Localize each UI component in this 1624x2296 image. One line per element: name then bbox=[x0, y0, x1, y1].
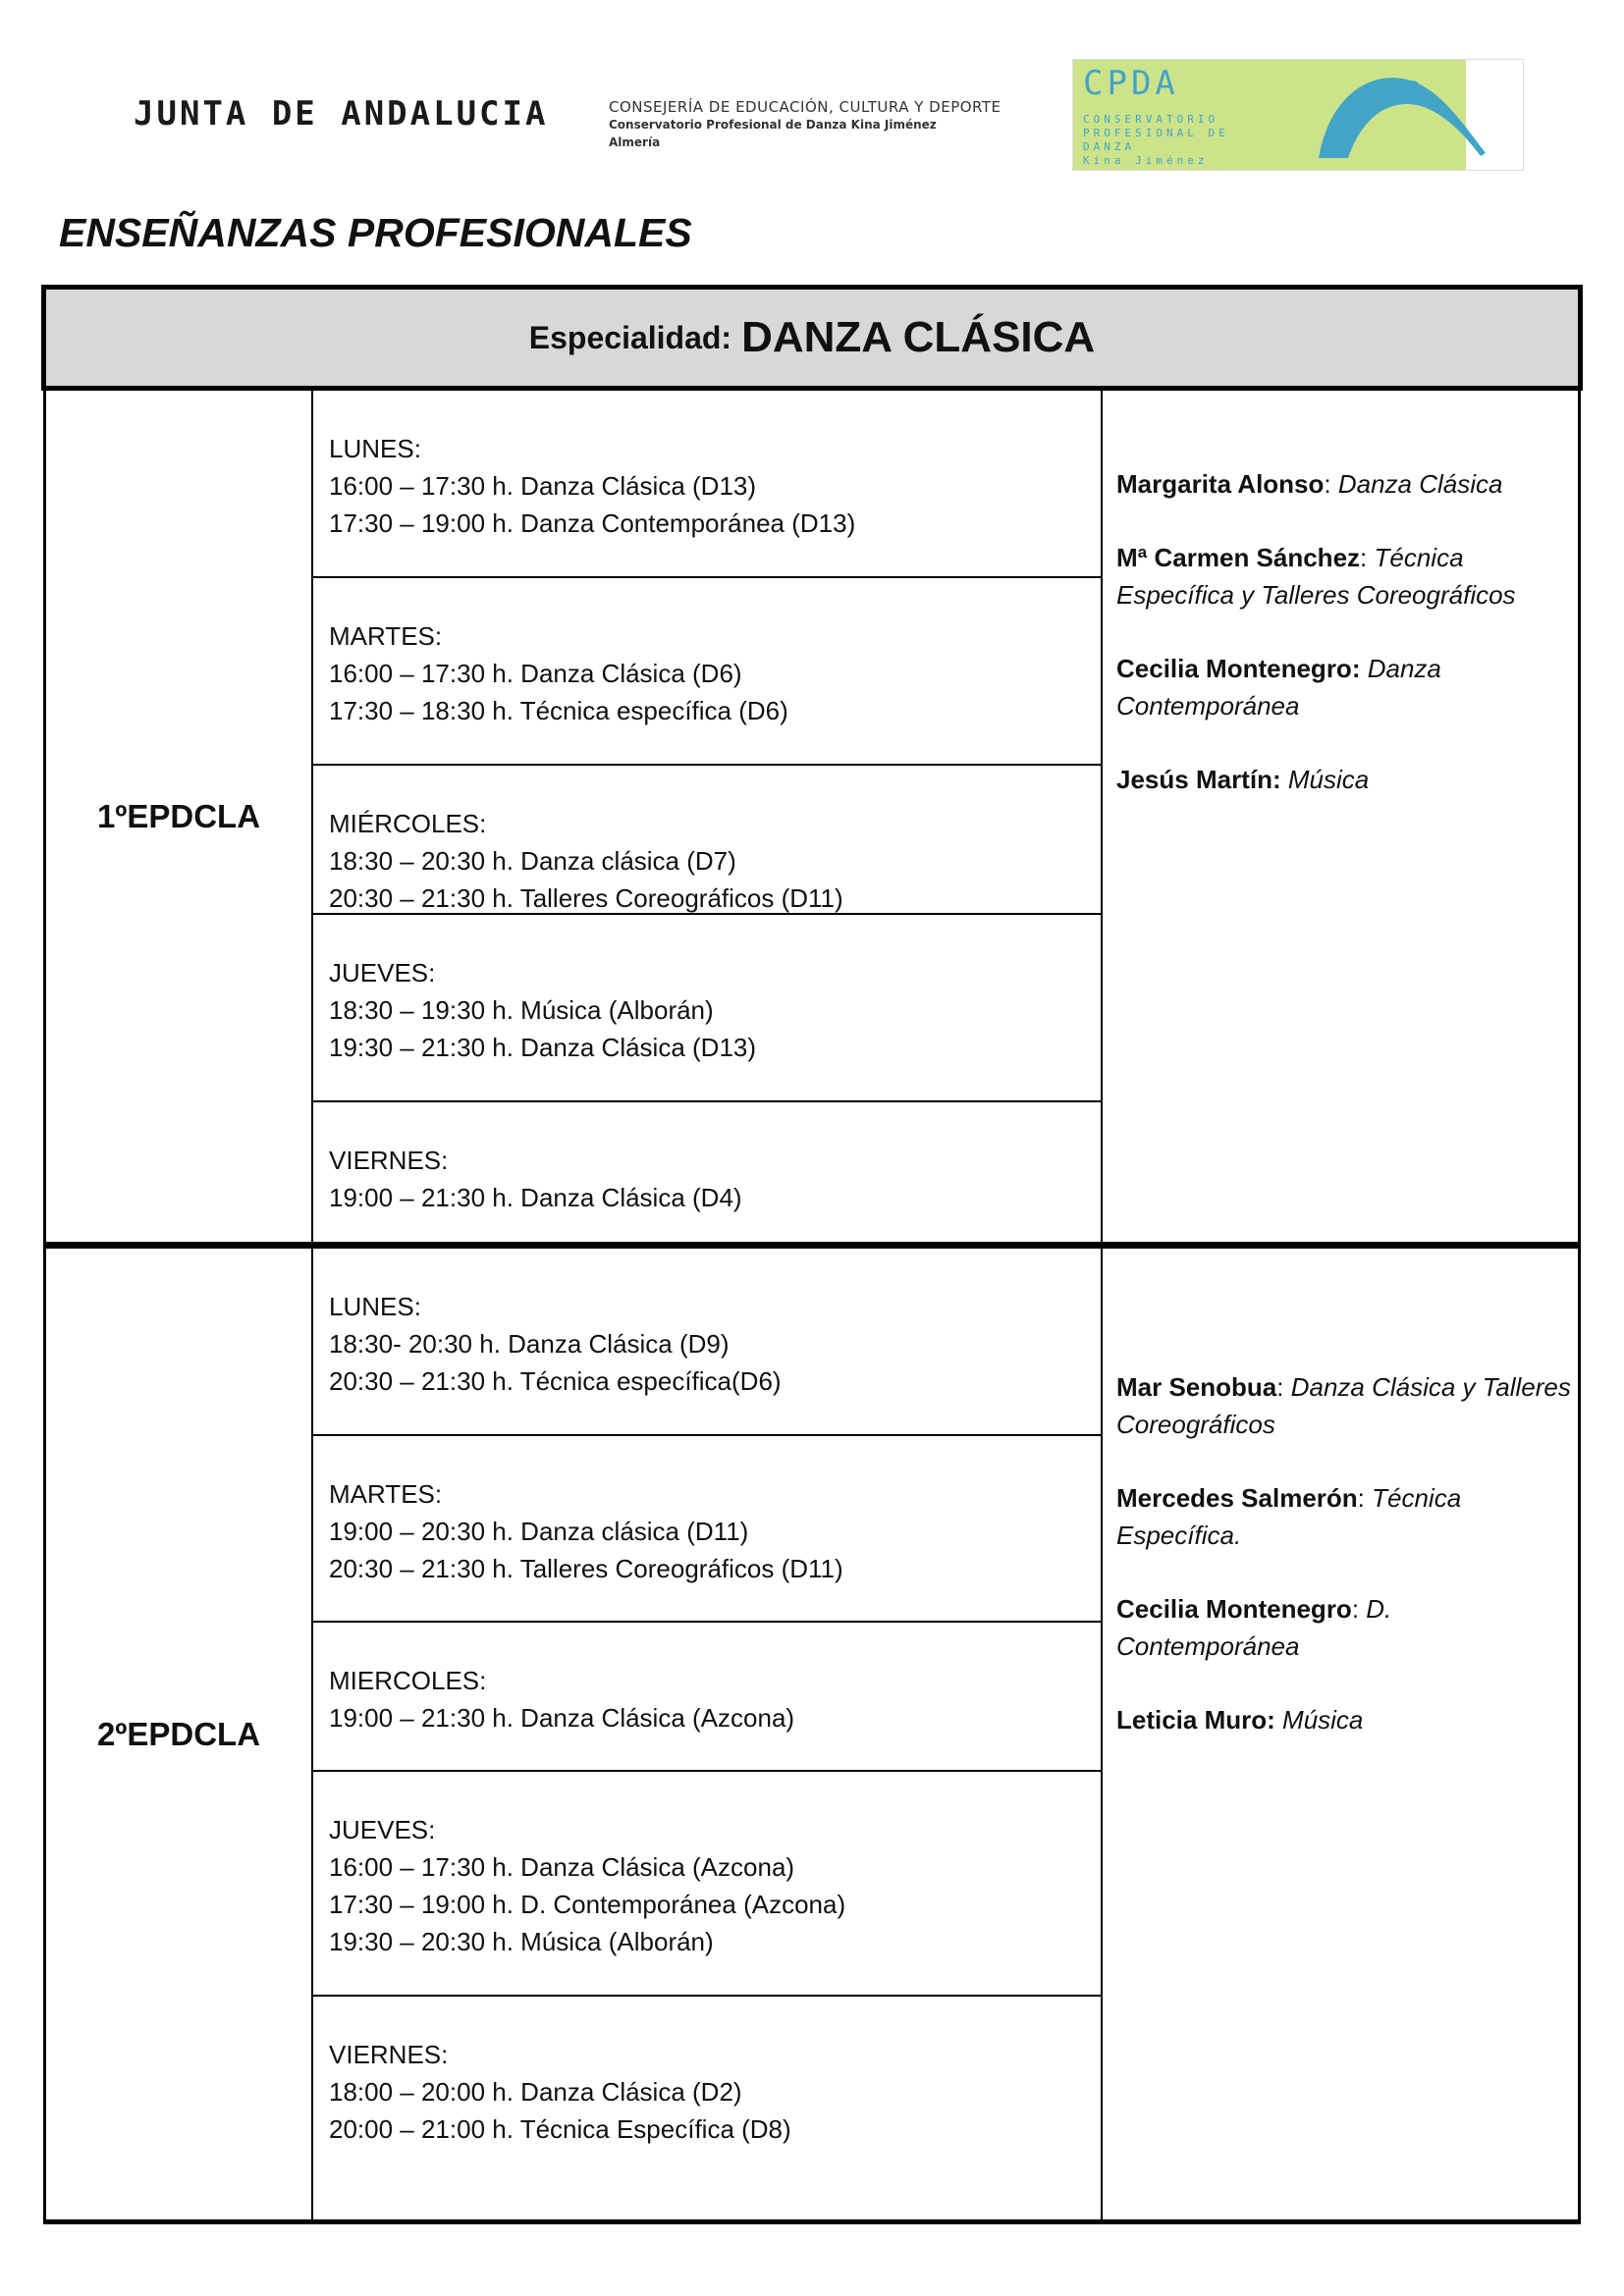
teacher-subject: Técnica Específica. bbox=[1116, 1483, 1462, 1550]
course-name: 2ºEPDCLA bbox=[96, 1715, 261, 1752]
teacher-subject: Técnica Específica y Talleres Coreográficos bbox=[1116, 543, 1516, 610]
time-slot: 20:30 – 21:30 h. Técnica específica(D6) bbox=[329, 1366, 782, 1396]
teacher-entry bbox=[1116, 761, 1578, 798]
teachers-column bbox=[1103, 391, 1578, 1242]
day-block bbox=[313, 578, 1101, 766]
teacher-entry bbox=[1116, 1701, 1578, 1738]
logo-subtitle: CONSERVATORIO PROFESIONAL DE DANZA Kina Jiménez bbox=[1083, 113, 1229, 167]
teacher-name: Mª Carmen Sánchez bbox=[1116, 543, 1361, 572]
day-name: LUNES: bbox=[329, 434, 421, 463]
teacher-separator bbox=[1275, 1705, 1282, 1735]
time-slot: 17:30 – 19:00 h. Danza Contemporánea (D13) bbox=[329, 508, 856, 538]
time-slot: 19:30 – 21:30 h. Danza Clásica (D13) bbox=[329, 1033, 757, 1062]
time-slot: 18:30 – 19:30 h. Música (Alborán) bbox=[329, 995, 714, 1025]
time-slot: 16:00 – 17:30 h. Danza Clásica (D13) bbox=[329, 471, 757, 501]
time-slot: 18:00 – 20:00 h. Danza Clásica (D2) bbox=[329, 2077, 742, 2107]
day-name: MIÉRCOLES: bbox=[329, 809, 487, 838]
course-name-cell bbox=[46, 391, 313, 1242]
teacher-separator: : bbox=[1357, 1483, 1373, 1513]
course-name-cell bbox=[46, 1249, 313, 2219]
schedule-column bbox=[313, 391, 1103, 1242]
consejeria-heading bbox=[609, 98, 1001, 151]
day-name: MIERCOLES: bbox=[329, 1666, 487, 1695]
junta-andalucia-brand: JUNTA DE ANDALUCIA bbox=[134, 94, 549, 133]
teacher-name: Leticia Muro: bbox=[1116, 1705, 1275, 1735]
time-slot: 20:30 – 21:30 h. Talleres Coreográficos (D11) bbox=[329, 883, 843, 913]
teacher-separator bbox=[1281, 765, 1288, 794]
time-slot: 20:30 – 21:30 h. Talleres Coreográficos (D11) bbox=[329, 1554, 843, 1583]
teacher-name: Mercedes Salmerón bbox=[1116, 1483, 1358, 1513]
day-block bbox=[313, 1772, 1101, 1997]
logo-panel-right bbox=[1299, 60, 1466, 170]
day-name: VIERNES: bbox=[329, 1146, 449, 1175]
teacher-subject: Danza Clásica bbox=[1337, 469, 1503, 499]
day-name: MARTES: bbox=[329, 621, 443, 651]
teachers-column bbox=[1103, 1249, 1578, 2219]
time-slot: 20:00 – 21:00 h. Técnica Específica (D8) bbox=[329, 2114, 791, 2144]
day-block bbox=[313, 1436, 1101, 1623]
day-name: JUEVES: bbox=[329, 958, 436, 988]
teacher-name: Cecilia Montenegro: bbox=[1116, 654, 1361, 683]
teacher-subject: Danza Clásica y Talleres Coreográficos bbox=[1116, 1372, 1571, 1439]
time-slot: 17:30 – 19:00 h. D. Contemporánea (Azcona) bbox=[329, 1890, 846, 1919]
teacher-separator: : bbox=[1276, 1372, 1291, 1402]
day-name: VIERNES: bbox=[329, 2040, 449, 2069]
time-slot: 19:30 – 20:30 h. Música (Alborán) bbox=[329, 1927, 714, 1956]
day-name: MARTES: bbox=[329, 1479, 443, 1509]
teacher-subject: Música bbox=[1282, 1705, 1364, 1735]
teacher-entry bbox=[1116, 465, 1578, 503]
day-block bbox=[313, 1997, 1101, 2219]
time-slot: 19:00 – 21:30 h. Danza Clásica (D4) bbox=[329, 1183, 742, 1212]
time-slot: 16:00 – 17:30 h. Danza Clásica (Azcona) bbox=[329, 1852, 795, 1882]
consejeria-line: CONSEJERÍA DE EDUCACIÓN, CULTURA Y DEPORTE bbox=[609, 98, 1001, 116]
teacher-entry bbox=[1116, 650, 1578, 724]
course-section-2 bbox=[43, 1249, 1581, 2224]
teacher-entry bbox=[1116, 539, 1578, 614]
teacher-entry bbox=[1116, 1590, 1578, 1665]
teacher-name: Margarita Alonso bbox=[1116, 469, 1325, 499]
time-slot: 16:00 – 17:30 h. Danza Clásica (D6) bbox=[329, 659, 742, 688]
day-block bbox=[313, 1249, 1101, 1436]
course-name: 1ºEPDCLA bbox=[96, 797, 261, 834]
course-section-1 bbox=[43, 391, 1581, 1249]
teacher-subject: Música bbox=[1287, 765, 1370, 794]
time-slot: 18:30 – 20:30 h. Danza clásica (D7) bbox=[329, 846, 736, 876]
day-block bbox=[313, 1102, 1101, 1242]
specialty-label: Especialidad: bbox=[528, 319, 732, 355]
teacher-subject: Danza Contemporánea bbox=[1116, 654, 1441, 721]
day-block bbox=[313, 915, 1101, 1102]
teacher-entry bbox=[1116, 1479, 1578, 1554]
specialty-value: DANZA CLÁSICA bbox=[741, 313, 1096, 361]
teacher-name: Jesús Martín: bbox=[1116, 765, 1281, 794]
teacher-separator: : bbox=[1351, 1594, 1367, 1624]
teacher-name: Cecilia Montenegro bbox=[1116, 1594, 1352, 1624]
time-slot: 19:00 – 20:30 h. Danza clásica (D11) bbox=[329, 1517, 749, 1546]
day-block bbox=[313, 391, 1101, 578]
conservatorio-line: Conservatorio Profesional de Danza Kina Jiménez bbox=[609, 118, 937, 132]
day-name: LUNES: bbox=[329, 1292, 421, 1321]
day-block bbox=[313, 1623, 1101, 1772]
teacher-separator bbox=[1360, 654, 1367, 683]
teacher-separator: : bbox=[1360, 543, 1375, 572]
day-name: JUEVES: bbox=[329, 1815, 436, 1844]
teacher-subject: D. Contemporánea bbox=[1116, 1594, 1392, 1661]
specialty-banner bbox=[41, 285, 1583, 391]
teacher-separator: : bbox=[1324, 469, 1338, 499]
teacher-entry bbox=[1116, 1368, 1578, 1443]
cpda-logo bbox=[1072, 59, 1524, 171]
page-title: ENSEÑANZAS PROFESIONALES bbox=[59, 210, 692, 255]
day-block bbox=[313, 766, 1101, 915]
time-slot: 19:00 – 21:30 h. Danza Clásica (Azcona) bbox=[329, 1703, 795, 1733]
teacher-name: Mar Senobua bbox=[1116, 1372, 1277, 1402]
city-line: Almería bbox=[609, 135, 661, 149]
logo-title: CPDA bbox=[1083, 64, 1179, 103]
time-slot: 18:30- 20:30 h. Danza Clásica (D9) bbox=[329, 1329, 730, 1359]
schedule-column bbox=[313, 1249, 1103, 2219]
dancer-icon bbox=[1299, 60, 1495, 170]
time-slot: 17:30 – 18:30 h. Técnica específica (D6) bbox=[329, 696, 788, 725]
